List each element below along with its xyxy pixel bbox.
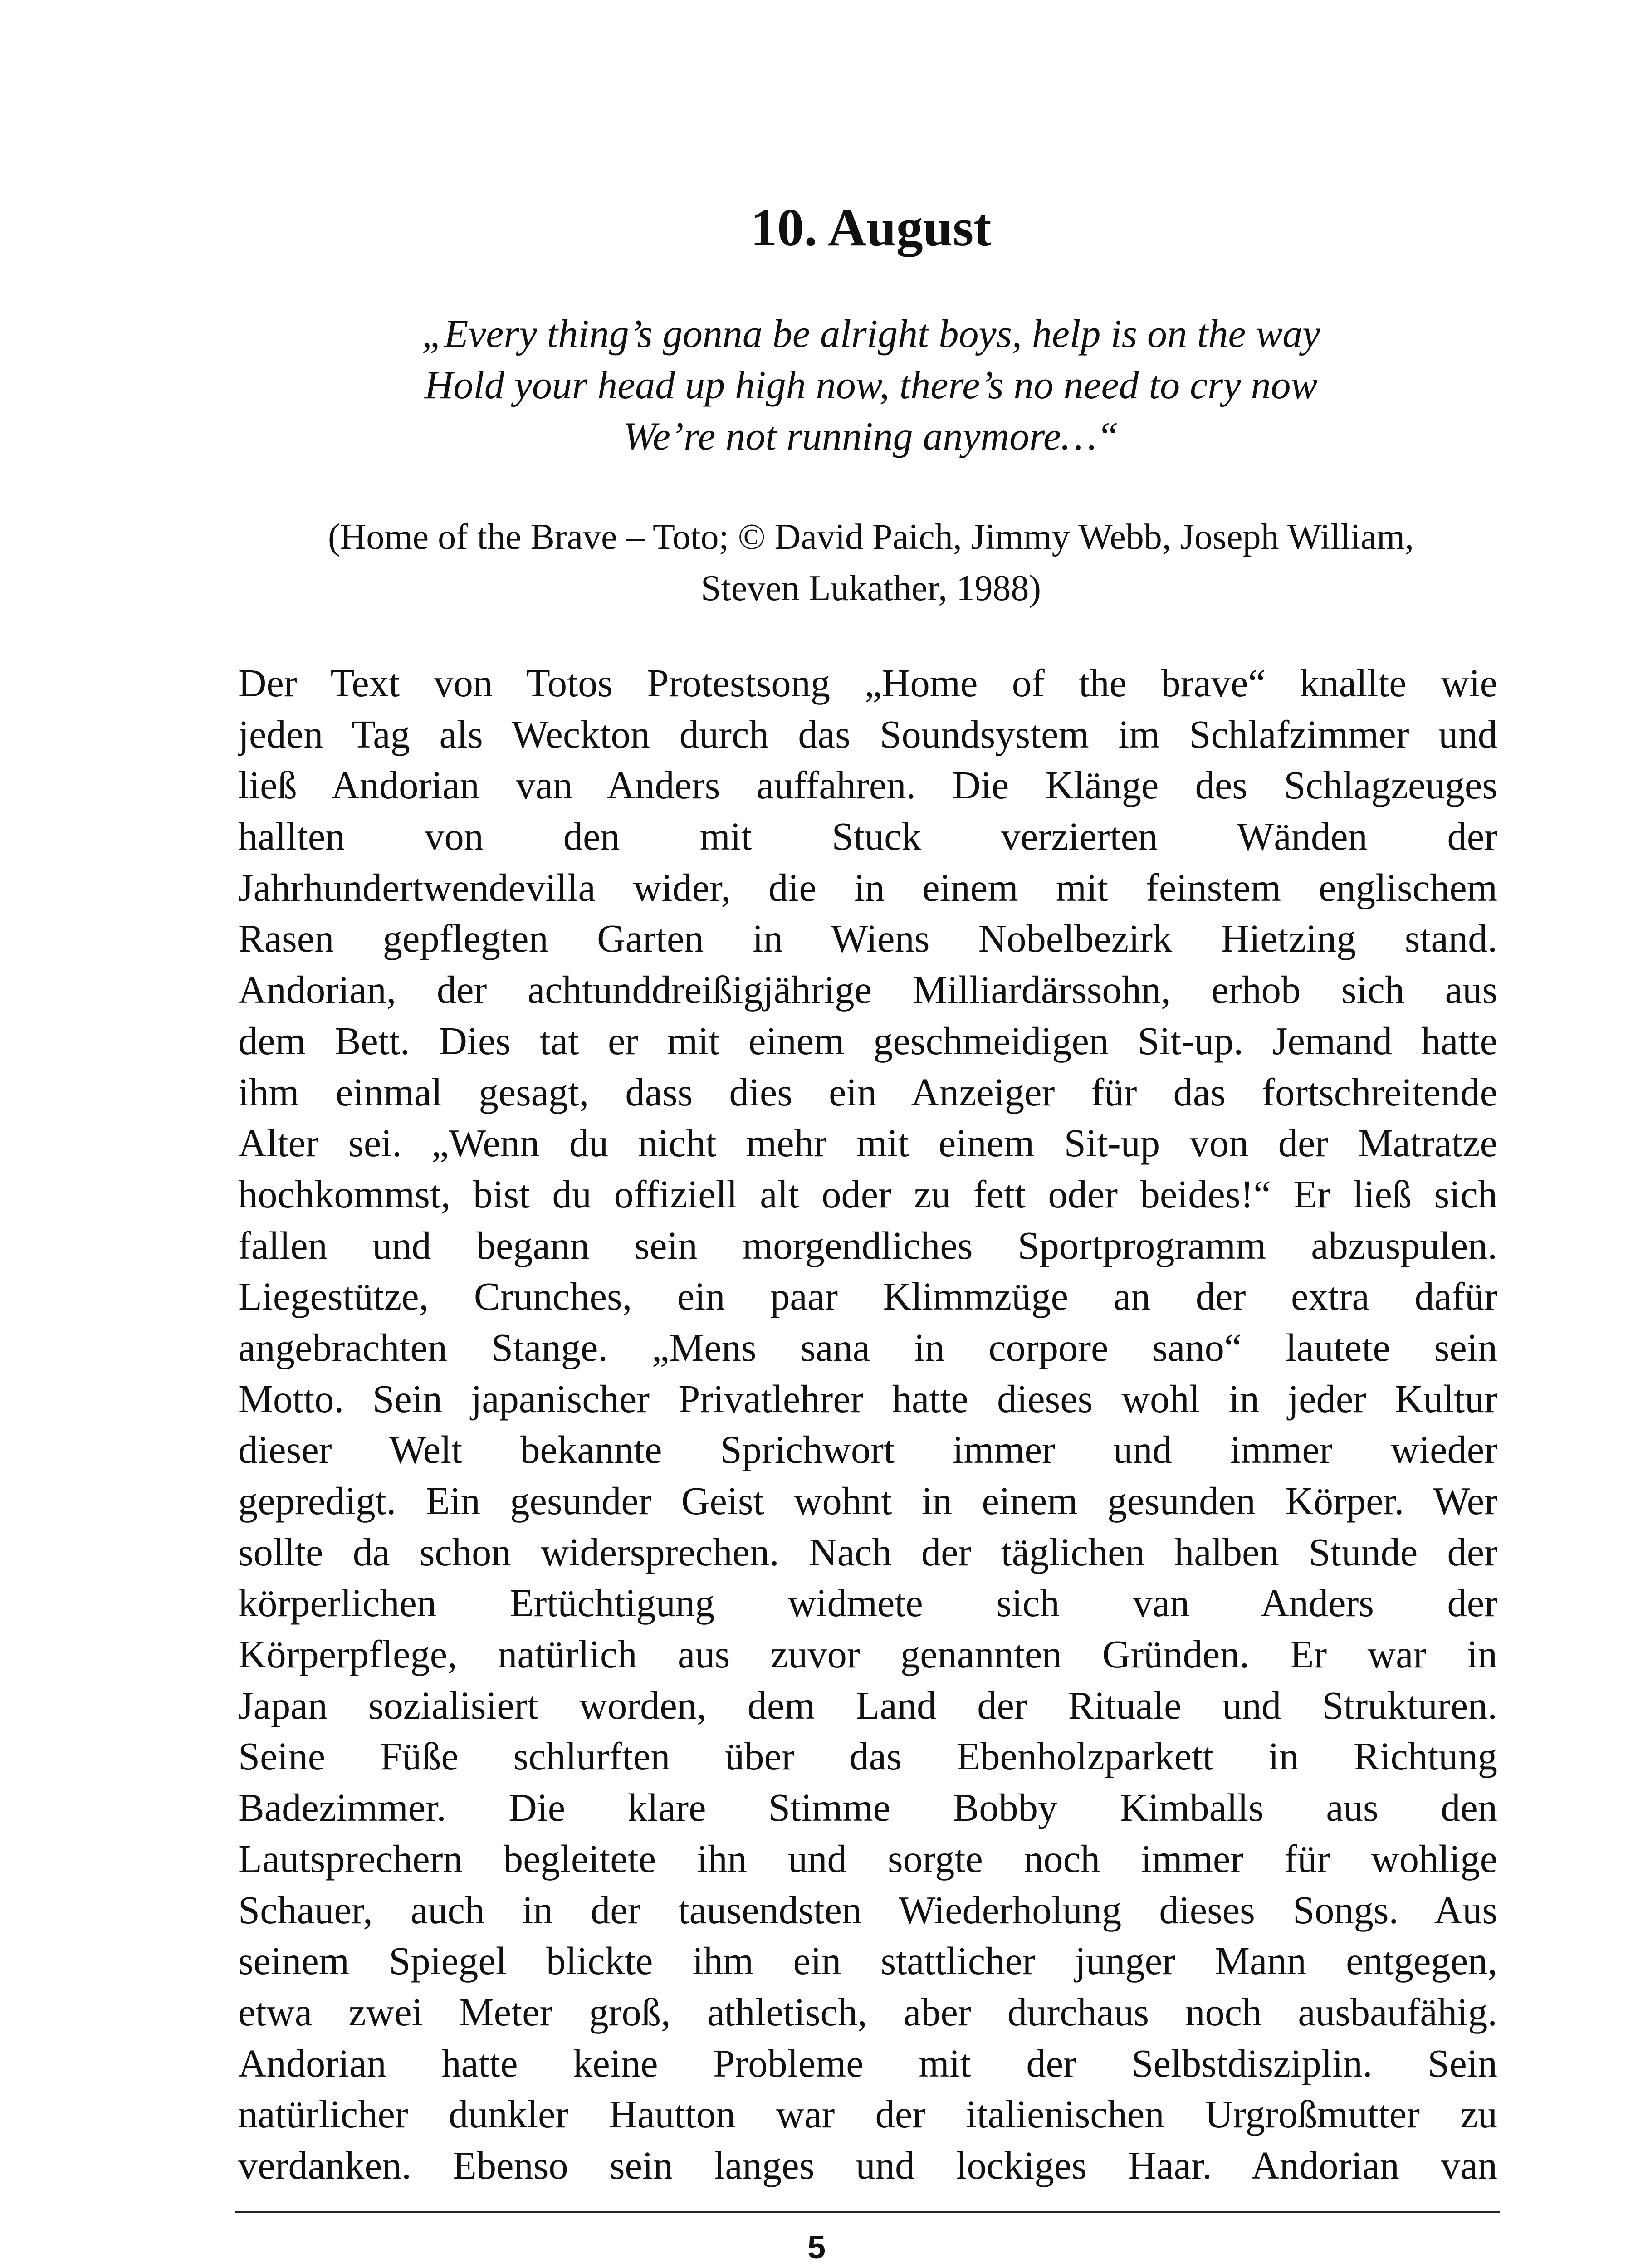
epigraph-line: We’re not running anymore…“ xyxy=(623,415,1119,459)
body-line: Seine Füße schlurften über das Ebenholzparkett in Richtung xyxy=(238,1735,1497,1779)
body-line: jeden Tag als Weckton durch das Soundsystem im Schlafzimmer und xyxy=(238,712,1497,756)
body-line: fallen und begann sein morgendliches Sportprogramm abzuspulen. xyxy=(238,1223,1497,1267)
body-line: Alter sei. „Wenn du nicht mehr mit einem Sit-up von der Matratze xyxy=(238,1121,1497,1165)
footer-divider xyxy=(235,2211,1500,2213)
body-line: verdanken. Ebenso sein langes und lockiges Haar. Andorian van xyxy=(238,2143,1497,2187)
body-line: Jahrhundertwendevilla wider, die in einem mit feinstem englischem xyxy=(238,865,1497,909)
chapter-title: 10. August xyxy=(750,198,992,257)
epigraph xyxy=(236,308,1506,462)
body-line: Schauer, auch in der tausendsten Wiederholung dieses Songs. Aus xyxy=(238,1888,1497,1932)
body-line: Japan sozialisiert worden, dem Land der Rituale und Strukturen. xyxy=(238,1683,1497,1727)
body-line: ließ Andorian van Anders auffahren. Die Klänge des Schlagzeuges xyxy=(238,763,1497,807)
body-line: hochkommst, bist du offiziell alt oder zu fett oder beides!“ Er ließ sich xyxy=(238,1172,1497,1216)
body-line: ihm einmal gesagt, dass dies ein Anzeiger für das fortschreitende xyxy=(238,1070,1497,1114)
epigraph-line: „Every thing’s gonna be alright boys, help is on the way xyxy=(421,312,1320,356)
epigraph-citation xyxy=(236,512,1506,614)
body-line: Andorian, der achtunddreißigjährige Milliardärssohn, erhob sich aus xyxy=(238,968,1497,1012)
citation-line: Steven Lukather, 1988) xyxy=(701,568,1041,608)
body-line: Badezimmer. Die klare Stimme Bobby Kimballs aus den xyxy=(238,1786,1497,1830)
body-line: natürlicher dunkler Hautton war der italienischen Urgroßmutter zu xyxy=(238,2092,1497,2136)
body-line: Liegestütze, Crunches, ein paar Klimmzüge an der extra dafür xyxy=(238,1275,1497,1319)
body-line: Motto. Sein japanischer Privatlehrer hatte dieses wohl in jeder Kultur xyxy=(238,1377,1497,1421)
body-line: Lautsprechern begleitete ihn und sorgte noch immer für wohlige xyxy=(238,1837,1497,1881)
body-text xyxy=(238,658,1497,2191)
citation-line: (Home of the Brave – Toto; © David Paich, Jimmy Webb, Joseph William, xyxy=(328,517,1414,557)
body-line: dem Bett. Dies tat er mit einem geschmeidigen Sit-up. Jemand hatte xyxy=(238,1019,1497,1063)
body-line: etwa zwei Meter groß, athletisch, aber durchaus noch ausbaufähig. xyxy=(238,1990,1497,2034)
page-number: 5 xyxy=(807,2229,826,2266)
body-line: körperlichen Ertüchtigung widmete sich van Anders der xyxy=(238,1581,1497,1625)
body-line: dieser Welt bekannte Sprichwort immer und immer wieder xyxy=(238,1428,1497,1472)
body-line: hallten von den mit Stuck verzierten Wänden der xyxy=(238,815,1497,859)
body-line: seinem Spiegel blickte ihm ein stattlicher junger Mann entgegen, xyxy=(238,1939,1497,1983)
body-line: Andorian hatte keine Probleme mit der Selbstdisziplin. Sein xyxy=(238,2041,1497,2085)
body-line: sollte da schon widersprechen. Nach der täglichen halben Stunde der xyxy=(238,1530,1497,1574)
epigraph-line: Hold your head up high now, there’s no need to cry now xyxy=(424,363,1318,407)
body-line: angebrachten Stange. „Mens sana in corpore sano“ lautete sein xyxy=(238,1325,1497,1369)
body-line: gepredigt. Ein gesunder Geist wohnt in einem gesunden Körper. Wer xyxy=(238,1479,1497,1523)
body-line: Der Text von Totos Protestsong „Home of the brave“ knallte wie xyxy=(238,661,1497,705)
body-line: Körperpflege, natürlich aus zuvor genannten Gründen. Er war in xyxy=(238,1633,1497,1677)
body-line: Rasen gepflegten Garten in Wiens Nobelbezirk Hietzing stand. xyxy=(238,917,1497,961)
